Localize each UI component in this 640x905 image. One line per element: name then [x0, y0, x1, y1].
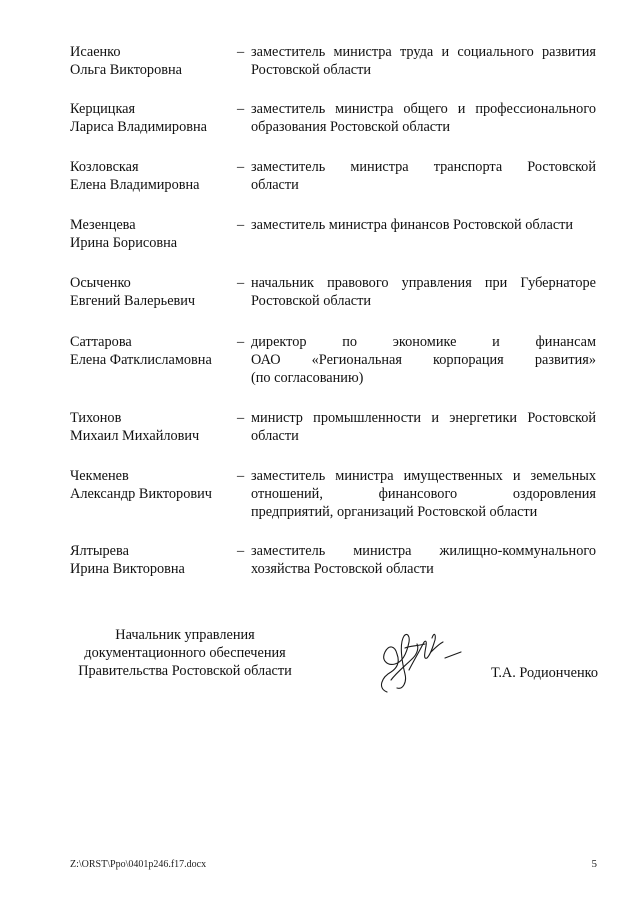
member-name	[70, 409, 230, 445]
role-line: министр промышленности и энергетики Ростовской	[251, 410, 596, 426]
member-surname: Саттарова	[70, 334, 132, 350]
position-line: Правительства Ростовской области	[78, 663, 292, 679]
member-surname: Тихонов	[70, 410, 122, 426]
signatory-position	[70, 626, 300, 680]
member-name	[70, 216, 230, 252]
role-line: заместитель министра финансов Ростовской области	[251, 217, 574, 233]
member-surname: Керцицкая	[70, 101, 136, 117]
member-given-name: Ирина Борисовна	[70, 235, 178, 251]
member-surname: Козловская	[70, 159, 139, 175]
member-name	[70, 274, 230, 310]
member-given-name: Лариса Владимировна	[70, 119, 207, 135]
member-name	[70, 333, 230, 369]
member-given-name: Елена Владимировна	[70, 177, 200, 193]
member-given-name: Ирина Викторовна	[70, 561, 185, 577]
member-role	[251, 158, 596, 194]
member-role	[251, 43, 596, 79]
role-line: заместитель министра транспорта Ростовской	[251, 159, 596, 175]
dash-separator: –	[237, 44, 245, 60]
role-line: образования Ростовской области	[251, 119, 451, 135]
member-surname: Мезенцева	[70, 217, 136, 233]
role-line: заместитель министра имущественных и земельных	[251, 468, 596, 484]
role-line: хозяйства Ростовской области	[251, 561, 434, 577]
role-line: области	[251, 177, 299, 193]
member-role	[251, 542, 596, 578]
member-name	[70, 100, 230, 136]
member-given-name: Ольга Викторовна	[70, 62, 182, 78]
member-name	[70, 542, 230, 578]
member-given-name: Евгений Валерьевич	[70, 293, 196, 309]
member-given-name: Александр Викторович	[70, 486, 212, 502]
role-line: директор по экономике и финансам	[251, 334, 596, 350]
position-line: Начальник управления	[115, 627, 255, 643]
role-line: отношений, финансового оздоровления	[251, 486, 596, 502]
page-number: 5	[591, 858, 597, 870]
member-role	[251, 467, 596, 521]
dash-separator: –	[237, 543, 245, 559]
signature-block	[70, 626, 598, 706]
dash-separator: –	[237, 217, 245, 233]
role-line: заместитель министра жилищно-коммунального	[251, 543, 596, 559]
role-line: Ростовской области	[251, 62, 372, 78]
role-line: ОАО «Региональная корпорация развития»	[251, 352, 596, 368]
dash-separator: –	[237, 334, 245, 350]
role-line: (по согласованию)	[251, 370, 364, 386]
role-line: заместитель министра общего и профессионального	[251, 101, 596, 117]
member-name	[70, 43, 230, 79]
member-role	[251, 100, 596, 136]
role-line: Ростовской области	[251, 293, 372, 309]
member-role	[251, 333, 596, 387]
dash-separator: –	[237, 468, 245, 484]
member-name	[70, 158, 230, 194]
member-surname: Ялтырева	[70, 543, 129, 559]
role-line: области	[251, 428, 299, 444]
role-line: начальник правового управления при Губернаторе	[251, 275, 596, 291]
member-given-name: Елена Фатклисламовна	[70, 352, 212, 368]
member-role	[251, 216, 596, 234]
handwritten-signature-icon	[347, 622, 467, 700]
member-role	[251, 274, 596, 310]
dash-separator: –	[237, 410, 245, 426]
member-surname: Исаенко	[70, 44, 121, 60]
position-line: документационного обеспечения	[84, 645, 286, 661]
member-name	[70, 467, 230, 503]
dash-separator: –	[237, 275, 245, 291]
member-given-name: Михаил Михайлович	[70, 428, 200, 444]
member-role	[251, 409, 596, 445]
member-surname: Чекменев	[70, 468, 129, 484]
role-line: заместитель министра труда и социального развития	[251, 44, 596, 60]
signer-name: Т.А. Родионченко	[491, 665, 598, 681]
role-line: предприятий, организаций Ростовской области	[251, 504, 538, 520]
file-path: Z:\ORST\Ppo\0401p246.f17.docx	[70, 859, 207, 870]
member-surname: Осыченко	[70, 275, 131, 291]
dash-separator: –	[237, 159, 245, 175]
dash-separator: –	[237, 101, 245, 117]
